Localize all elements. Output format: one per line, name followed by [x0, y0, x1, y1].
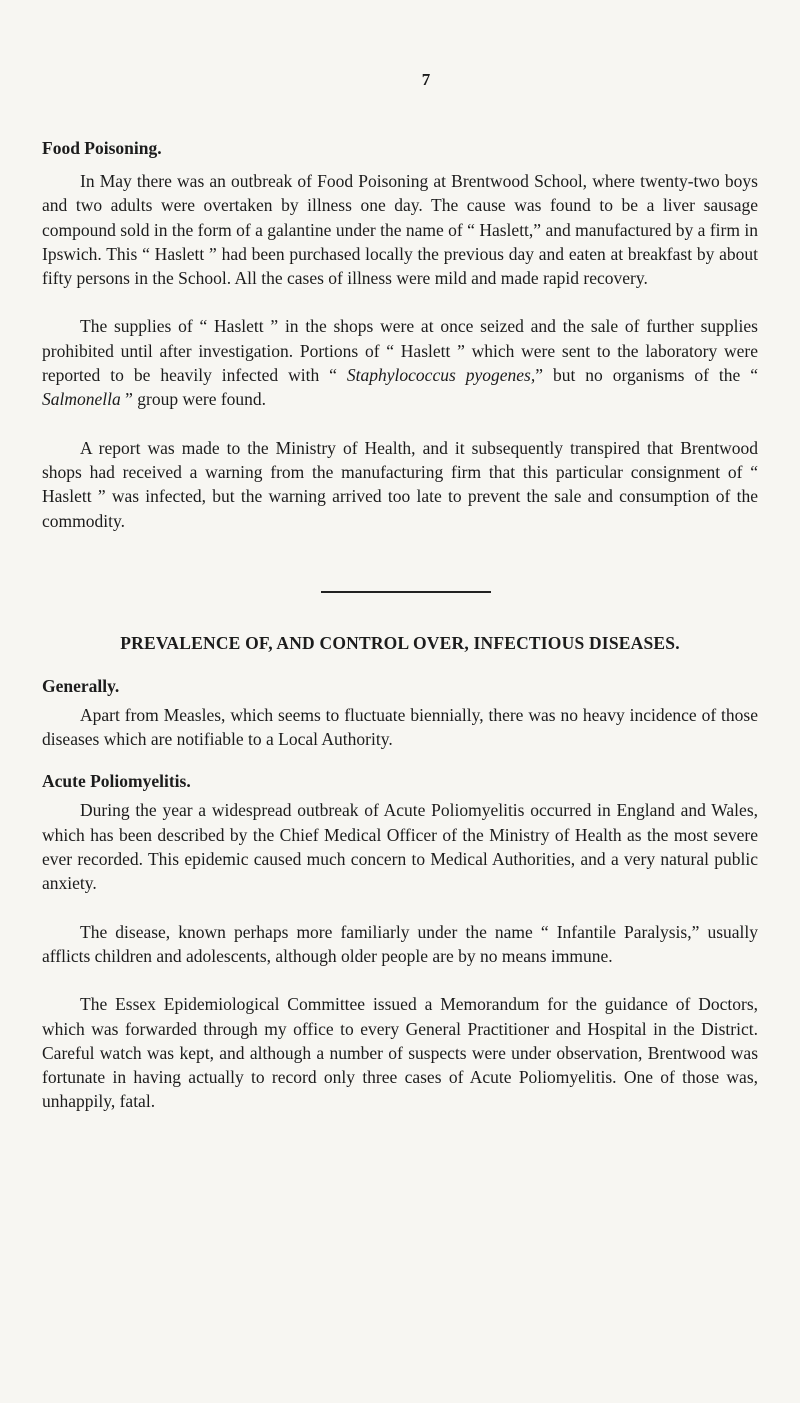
food-poisoning-section: [42, 138, 758, 533]
prevalence-heading: PREVALENCE OF, AND CONTROL OVER, INFECTIOUS DISEASES.: [120, 632, 680, 653]
genus-name: Salmonella: [42, 389, 121, 410]
generally-paragraph: Apart from Measles, which seems to fluctuate biennially, there was no heavy incidence of those diseases which are notifiable to a Local Authority.: [42, 704, 758, 750]
food-poisoning-heading: Food Poisoning.: [42, 138, 162, 158]
food-poisoning-paragraph-3: A report was made to the Ministry of Health, and it subsequently transpired that Brentwood shops had received a warning from the manufacturing firm that this particular consignment of “ Haslett ” was infected, but the warning arrived too late to prevent the sale and consumption of the commodity.: [42, 437, 758, 531]
polio-paragraph-3: The Essex Epidemiological Committee issued a Memorandum for the guidance of Doctors, which was forwarded through my office to every General Practitioner and Hospital in the District. Careful watch was kept, and although a number of suspects were under observation, Brentwood was fortunate in having actually to record only three cases of Acute Poliomyelitis. One of those was, unhappily, fatal.: [42, 994, 758, 1112]
document-page: [42, 60, 758, 1114]
food-poisoning-paragraph-2: The supplies of “ Haslett ” in the shops were at once seized and the sale of further supplies prohibited until after investigation. Portions of “ Haslett ” which were sent to the laboratory were reported to be heavily infected with “ Staphylococcus pyogenes,” but no organisms of the “ Salmonella ” group were found.: [42, 316, 758, 410]
food-poisoning-paragraph-1: In May there was an outbreak of Food Poisoning at Brentwood School, where twenty-two boys and two adults were overtaken by illness one day. The cause was found to be a liver sausage compound sold in the form of a galantine under the name of “ Haslett,” and manufactured by a firm in Ipswich. This “ Haslett ” had been purchased locally the previous day and eaten at breakfast by about fifty persons in the School. All the cases of illness were mild and made rapid recovery.: [42, 171, 758, 289]
section-divider: [321, 591, 491, 593]
polio-paragraph-2: The disease, known perhaps more familiarly under the name “ Infantile Paralysis,” usually afflicts children and adolescents, although older people are by no means immune.: [42, 921, 758, 966]
polio-paragraph-1: During the year a widespread outbreak of Acute Poliomyelitis occurred in England and Wales, which has been described by the Chief Medical Officer of the Ministry of Health as the most severe ever recorded. This epidemic caused much concern to Medical Authorities, and a very natural public anxiety.: [42, 800, 758, 894]
species-name: Staphylococcus pyogenes,: [346, 365, 536, 386]
page-number: 7: [421, 70, 431, 89]
generally-heading: Generally.: [42, 675, 120, 696]
prevalence-section: [42, 633, 758, 1114]
polio-heading: Acute Poliomyelitis.: [42, 771, 191, 792]
